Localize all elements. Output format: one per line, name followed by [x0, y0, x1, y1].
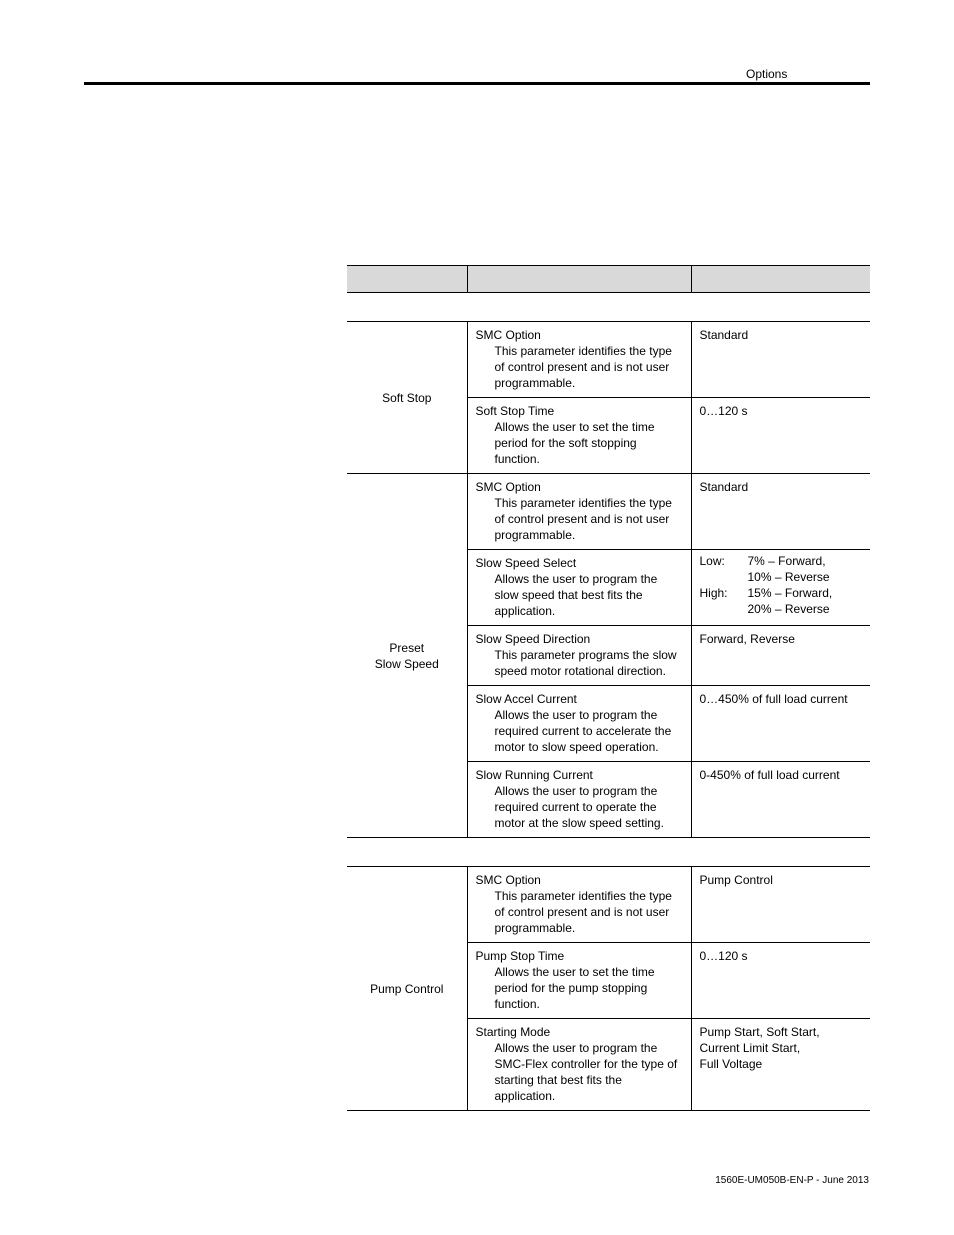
feature-label: Slow Speed [374, 656, 439, 671]
parameter-name: SMC Option [475, 873, 541, 887]
range-value: Full Voltage [699, 1057, 763, 1071]
header-cell [691, 266, 870, 293]
range-cell [691, 686, 870, 762]
range-cell [691, 762, 870, 838]
feature-label: Soft Stop [382, 390, 432, 405]
parameter-cell [467, 474, 691, 550]
parameter-description: Allows the user to program the SMC-Flex controller for the type of starting that best fits the application. [494, 1041, 678, 1103]
parameter-name: Slow Running Current [475, 768, 593, 782]
range-level-value: 7% – Forward, [747, 554, 826, 568]
range-level-value: 15% – Forward, [747, 586, 833, 600]
range-level-label: High: [699, 586, 728, 600]
range-value: Pump Start, Soft Start, [699, 1025, 820, 1039]
range-level-line [700, 601, 863, 617]
parameter-description: Allows the user to set the time period for the soft stopping function. [494, 420, 655, 466]
table-row [347, 322, 870, 398]
range-value: 0…120 s [699, 949, 748, 963]
parameter-description: This parameter identifies the type of control present and is not user programmable. [494, 496, 672, 542]
parameter-description: This parameter identifies the type of control present and is not user programmable. [494, 344, 672, 390]
table-row [347, 867, 870, 943]
parameter-description: Allows the user to program the slow speed that best fits the application. [494, 572, 658, 618]
feature-cell [347, 322, 467, 474]
range-cell [691, 550, 870, 626]
feature-cell [347, 867, 467, 1111]
options-parameter-table [347, 265, 870, 1111]
header-cell [467, 266, 691, 293]
section-separator-row [347, 838, 870, 867]
range-level-value: 20% – Reverse [747, 602, 830, 616]
range-value: Standard [699, 480, 749, 494]
range-value: Forward, Reverse [699, 632, 795, 646]
feature-cell [347, 474, 467, 838]
section-separator-row [347, 293, 870, 322]
feature-label: Preset [389, 640, 425, 655]
range-level-line [700, 585, 863, 601]
parameter-description: Allows the user to program the required current to accelerate the motor to slow speed operation. [494, 708, 672, 754]
range-level-line [700, 569, 863, 585]
table-header-row [347, 266, 870, 293]
range-level-line [700, 553, 863, 569]
range-cell [691, 867, 870, 943]
parameter-cell [467, 398, 691, 474]
parameter-description: This parameter programs the slow speed motor rotational direction. [494, 648, 677, 678]
parameter-cell [467, 943, 691, 1019]
range-cell [691, 626, 870, 686]
footer-doc-id: 1560E-UM050B-EN-P - June 2013 [715, 1175, 869, 1186]
parameter-description: Allows the user to program the required current to operate the motor at the slow speed setting. [494, 784, 664, 830]
header-cell [347, 266, 467, 293]
parameter-cell [467, 550, 691, 626]
parameter-name: Soft Stop Time [475, 404, 555, 418]
range-cell [691, 322, 870, 398]
parameter-cell [467, 686, 691, 762]
range-cell [691, 398, 870, 474]
range-level-label: Low: [699, 554, 725, 568]
parameter-name: Slow Speed Select [475, 556, 577, 570]
parameter-name: SMC Option [475, 328, 541, 342]
parameter-cell [467, 867, 691, 943]
parameter-name: Slow Speed Direction [475, 632, 591, 646]
range-cell [691, 474, 870, 550]
parameter-cell [467, 322, 691, 398]
parameter-cell [467, 1019, 691, 1111]
range-value: 0-450% of full load current [699, 768, 840, 782]
range-cell [691, 1019, 870, 1111]
parameter-cell [467, 626, 691, 686]
range-value: 0…450% of full load current [699, 692, 848, 706]
parameter-name: Slow Accel Current [475, 692, 577, 706]
header-rule [84, 82, 870, 85]
running-header: Options [746, 67, 788, 81]
parameter-name: SMC Option [475, 480, 541, 494]
range-value: Standard [699, 328, 749, 342]
range-value: Current Limit Start, [699, 1041, 801, 1055]
range-cell [691, 943, 870, 1019]
range-level-value: 10% – Reverse [747, 570, 830, 584]
table-row [347, 474, 870, 550]
parameter-name: Starting Mode [475, 1025, 551, 1039]
parameter-description: This parameter identifies the type of control present and is not user programmable. [494, 889, 672, 935]
range-value: 0…120 s [699, 404, 748, 418]
parameter-description: Allows the user to set the time period for the pump stopping function. [494, 965, 655, 1011]
feature-label: Pump Control [370, 981, 444, 996]
range-value: Pump Control [699, 873, 773, 887]
parameter-name: Pump Stop Time [475, 949, 565, 963]
parameter-cell [467, 762, 691, 838]
